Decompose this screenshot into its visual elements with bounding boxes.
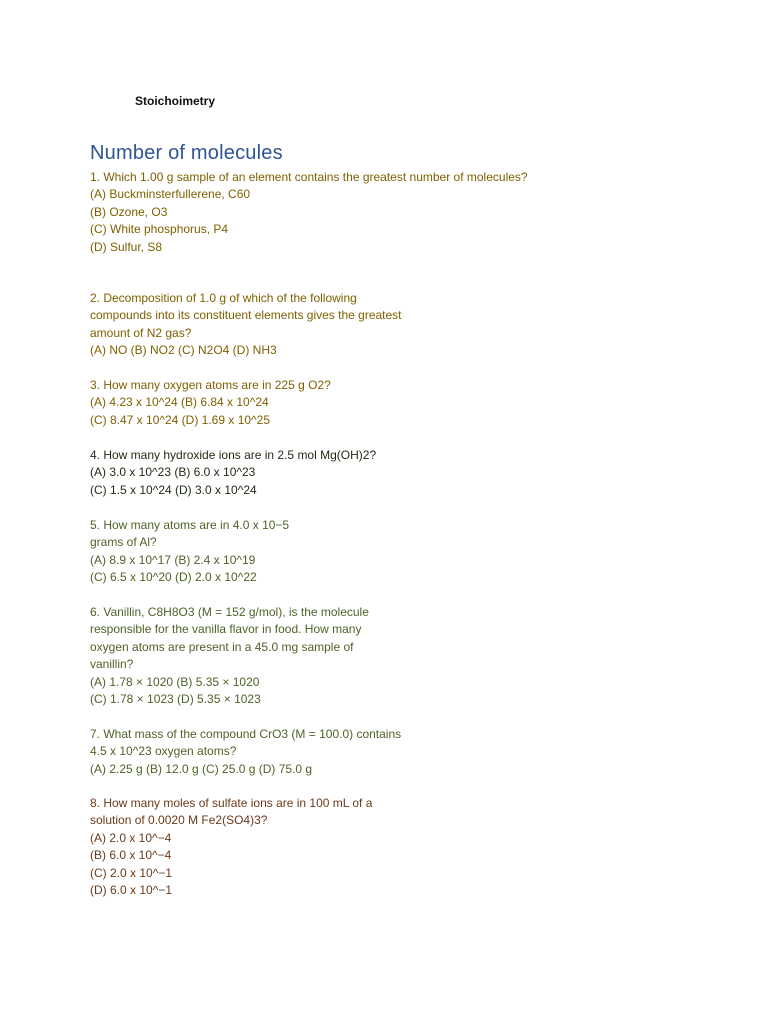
question-3-text: 3. How many oxygen atoms are in 225 g O2?	[90, 378, 331, 392]
question-2-text-line-3: amount of N2 gas?	[90, 325, 192, 340]
question-6	[90, 604, 369, 708]
question-6-text-line-1: 6. Vanillin, C8H8O3 (M = 152 g/mol), is the molecule	[90, 605, 369, 619]
question-8-option-c: (C) 2.0 x 10^−1	[90, 865, 173, 880]
question-1-option-b: (B) Ozone, O3	[90, 204, 168, 219]
question-8-option-b: (B) 6.0 x 10^−4	[90, 848, 172, 863]
question-5-text-line-2: grams of Al?	[90, 535, 157, 550]
question-7	[90, 726, 401, 778]
question-2-text-line-2: compounds into its constituent elements gives the greatest	[90, 308, 402, 323]
question-5-options-ab: (A) 8.9 x 10^17 (B) 2.4 x 10^19	[90, 552, 256, 567]
question-8-text-line-1: 8. How many moles of sulfate ions are in 100 mL of a	[90, 796, 373, 810]
question-7-text-line-1: 7. What mass of the compound CrO3 (M = 100.0) contains	[90, 727, 402, 741]
question-8-option-d: (D) 6.0 x 10^−1	[90, 883, 173, 898]
question-1-option-a: (A) Buckminsterfullerene, C60	[90, 187, 251, 202]
question-8	[90, 795, 372, 899]
question-2-text-line-1: 2. Decomposition of 1.0 g of which of the following	[90, 291, 357, 305]
question-6-options-cd: (C) 1.78 × 1023 (D) 5.35 × 1023	[90, 692, 261, 707]
question-1-text: 1. Which 1.00 g sample of an element contains the greatest number of molecules?	[90, 170, 528, 184]
document-header: Stoichoimetry	[135, 94, 216, 108]
question-4	[90, 447, 376, 499]
question-7-text-line-2: 4.5 x 10^23 oxygen atoms?	[90, 744, 237, 759]
question-8-text-line-2: solution of 0.0020 M Fe2(SO4)3?	[90, 813, 268, 828]
question-6-text-line-4: vanillin?	[90, 657, 134, 672]
question-3	[90, 377, 331, 429]
question-6-options-ab: (A) 1.78 × 1020 (B) 5.35 × 1020	[90, 674, 260, 689]
question-7-options: (A) 2.25 g (B) 12.0 g (C) 25.0 g (D) 75.0 g	[90, 761, 313, 776]
question-3-options-cd: (C) 8.47 x 10^24 (D) 1.69 x 10^25	[90, 412, 271, 427]
section-heading: Number of molecules	[90, 142, 283, 164]
question-1-option-d: (D) Sulfur, S8	[90, 239, 163, 254]
question-6-text-line-2: responsible for the vanilla flavor in food. How many	[90, 622, 362, 637]
question-2-options: (A) NO (B) NO2 (C) N2O4 (D) NH3	[90, 343, 277, 358]
question-6-text-line-3: oxygen atoms are present in a 45.0 mg sample of	[90, 639, 354, 654]
question-4-text: 4. How many hydroxide ions are in 2.5 mol Mg(OH)2?	[90, 448, 377, 462]
question-1	[90, 169, 528, 256]
question-4-options-ab: (A) 3.0 x 10^23 (B) 6.0 x 10^23	[90, 465, 256, 480]
question-3-options-ab: (A) 4.23 x 10^24 (B) 6.84 x 10^24	[90, 395, 269, 410]
question-5-options-cd: (C) 6.5 x 10^20 (D) 2.0 x 10^22	[90, 570, 257, 585]
question-2	[90, 290, 402, 360]
question-4-options-cd: (C) 1.5 x 10^24 (D) 3.0 x 10^24	[90, 482, 257, 497]
question-5-text-line-1: 5. How many atoms are in 4.0 x 10−5	[90, 518, 290, 532]
question-1-option-c: (C) White phosphorus, P4	[90, 222, 229, 237]
question-8-option-a: (A) 2.0 x 10^−4	[90, 830, 172, 845]
question-5	[90, 517, 289, 587]
